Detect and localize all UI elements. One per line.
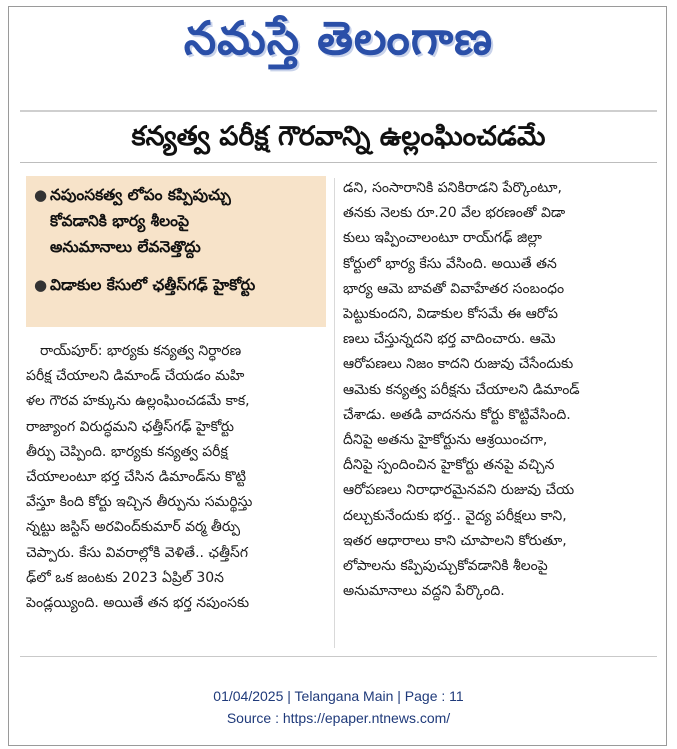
article-line: పెట్టుకుందని, విడాకుల కోసమే ఈ ఆరోప [343,306,558,323]
highlight-line: అనుమానాలు లేవనెత్తొద్దు [50,238,201,256]
article-line: ఢ్‌లో ఒక జంటకు 2023 ఏప్రిల్ 30న [26,569,224,586]
article-line: ణలు చేస్తున్నదని భర్త వాదించారు. ఆమె [343,331,556,348]
article-column-left [26,339,326,616]
article-line: భార్య ఆమె బావతో వివాహేతర సంబంధం [343,280,565,297]
article-line: ఆరోపణలు నిరాధారమైనవని రుజువు చేయ [343,482,575,499]
article-line: దల్చుకునేందుకు భర్త.. వైద్య పరీక్షలు కాని, [343,507,567,524]
article-line: చేయాలంటూ భర్త చేసిన డిమాండ్‌ను కొట్టి [26,469,247,486]
article-line: వేస్తూ కింది కోర్టు ఇచ్చిన తీర్పును సమర్థిస్తు [26,494,253,511]
source-link[interactable]: Source : https://epaper.ntnews.com/ [226,710,451,726]
column-divider [334,178,335,648]
edition-info: 01/04/2025 | Telangana Main | Page : 11 [213,688,464,704]
highlight-item [34,182,318,260]
highlight-line: విడాకుల కేసులో ఛత్తీస్‌గఢ్ హైకోర్టు [50,276,256,294]
highlight-line: కోవడానికి భార్య శీలంపై [50,212,189,230]
article-line: దీనిపై స్పందించిన హైకోర్టు తనపై వచ్చిన [343,457,555,474]
newspaper-masthead: నమస్తే తెలంగాణ [183,11,494,65]
article-line: న్నట్టు జస్టిస్ అరవింద్‌కుమార్ వర్మ తీర్పు [26,519,241,536]
article-line: తీర్పు చెప్పింది. భార్యకు కన్యత్వ పరీక్ష [26,443,228,460]
article-line: చేశాడు. అతడి వాదనను కోర్టు కొట్టివేసింది. [343,406,571,423]
masthead-rule [20,110,657,112]
highlight-item [34,272,318,298]
article-line: తనకు నెలకు రూ.20 వేల భరణంతో విడా [343,205,566,222]
article-line: లోపాలను కప్పిపుచ్చుకోవడానికి శీలంపై [343,558,548,575]
article-line: పరీక్ష చేయాలని డిమాండ్ చేయడం మహి [26,368,245,385]
highlight-box [26,176,326,327]
article-line: ఆరోపణలు నిజం కాదని రుజువు చేసేందుకు [343,356,574,373]
bullet-icon: ● [34,276,48,294]
bullet-icon: ● [34,186,48,204]
article-line: చెప్పారు. కేసు వివరాల్లోకి వెళితే.. ఛత్తీస్‌గ [26,544,248,561]
headline-rule [20,162,657,163]
article-line: డని, సంసారానికి పనికిరాడని పేర్కొంటూ, [343,180,562,196]
article-line: ళల గౌరవ హక్కును ఉల్లంఘించడమే కాక, [26,393,250,410]
article-line: రాయ్‌పూర్: భార్యకు కన్యత్వ నిర్ధారణ [40,343,242,359]
article-column-right [343,176,648,604]
article-line: కోర్టులో భార్య కేసు వేసింది. అయితే తన [343,255,557,272]
highlight-line: నపుంసకత్వ లోపం కప్పిపుచ్చు [50,186,231,204]
article-line: ఆమెకు కన్యత్వ పరీక్షను చేయాలని డిమాండ్ [343,381,580,398]
article-line: దీనిపై అతను హైకోర్టును ఆశ్రయించగా, [343,432,548,449]
article-line: ఇతర ఆధారాలు కాని చూపాలని కోరుతూ, [343,532,567,549]
footer-rule [20,656,657,657]
article-headline: కన్యత్వ పరీక్ష గౌరవాన్ని ఉల్లంఘించడమే [131,121,546,152]
article-line: అనుమానాలు వద్దని పేర్కొంది. [343,583,505,600]
article-line: పెండ్లయ్యింది. అయితే తన భర్త నపుంసకు [26,595,250,612]
article-line: కులు ఇప్పించాలంటూ రాయ్‌గఢ్ జిల్లా [343,230,542,247]
article-line: రాజ్యాంగ విరుద్ధమని ఛత్తీస్‌గఢ్ హైకోర్టు [26,418,235,435]
